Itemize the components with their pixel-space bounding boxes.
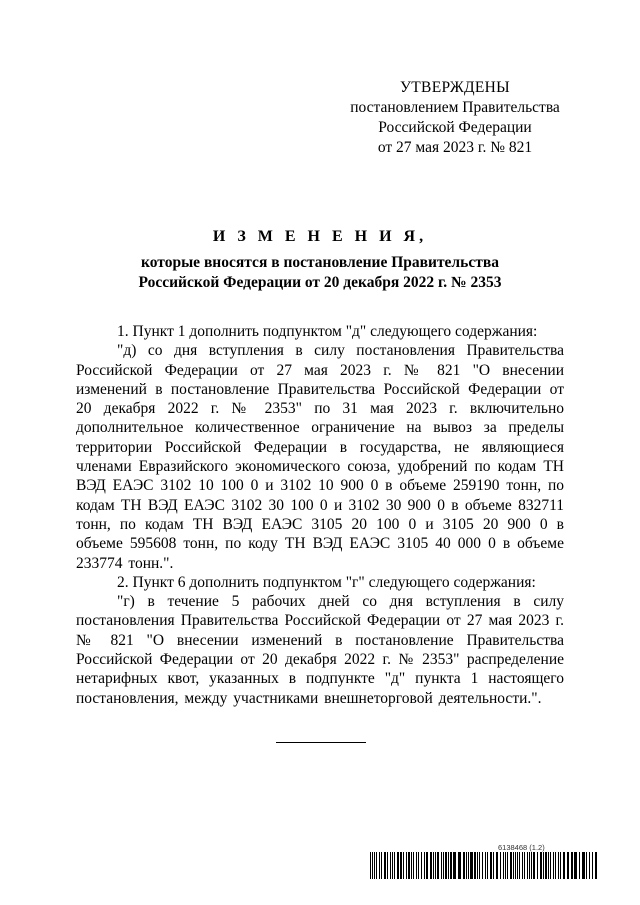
- paragraph-subitem-g: "г) в течение 5 рабочих дней со дня вступления в силу постановления Правительства Российской Федерации от 27 мая 2023 г. № 821 "О внесении изменений в постановление Правительства Российской Федерации от 20 декабря 2022 г. № 2353" распределение нетарифных квот, указанных в подпункте "д" пункта 1 настоящего постановления, между участниками внешнеторговой деятельности.".: [76, 593, 564, 707]
- approval-stamp: [340, 78, 570, 158]
- document-heading: [60, 226, 580, 293]
- paragraph-item-1: 1. Пункт 1 дополнить подпунктом "д" следующего содержания:: [117, 323, 538, 340]
- paragraph-item-2: 2. Пункт 6 дополнить подпунктом "г" следующего содержания:: [117, 573, 536, 591]
- subtitle-line: которые вносятся в постановление Правительства: [141, 254, 499, 271]
- document-code: 6138468 (1.2): [498, 843, 545, 852]
- document-subtitle: [60, 253, 580, 293]
- barcode: [370, 852, 598, 879]
- approval-line: постановлением Правительства: [350, 99, 560, 116]
- paragraph-subitem-d: "д) со дня вступления в силу постановления Правительства Российской Федерации от 27 мая 2023 г. № 821 "О внесении изменений в постановление Правительства Российской Федерации от 20 декабря 2022 г. № 2353" по 31 мая 2023 г. включительно дополнительное количественное ограничение на вывоз за пределы территории Российской Федерации в государства, не являющиеся членами Евразийского экономического союза, удобрений по кодам ТН ВЭД ЕАЭС 3102 10 100 0 и 3102 10 900 0 в объеме 259190 тонн, по кодам ТН ВЭД ЕАЭС 3102 30 100 0 и 3102 30 900 0 в объеме 832711 тонн, по кодам ТН ВЭД ЕАЭС 3105 20 100 0 и 3105 20 900 0 в объеме 595608 тонн, по коду ТН ВЭД ЕАЭС 3105 40 000 0 в объеме 233774 тонн.".: [76, 342, 564, 572]
- document-title: И З М Е Н Е Н И Я,: [212, 228, 428, 245]
- approval-title: УТВЕРЖДЕНЫ: [400, 79, 510, 96]
- document-body: [76, 322, 564, 708]
- subtitle-line: Российской Федерации от 20 декабря 2022 г. № 2353: [138, 274, 502, 291]
- end-separator-line: [276, 742, 366, 743]
- approval-date-number: от 27 мая 2023 г. № 821: [377, 139, 533, 156]
- approval-line: Российской Федерации: [378, 119, 532, 136]
